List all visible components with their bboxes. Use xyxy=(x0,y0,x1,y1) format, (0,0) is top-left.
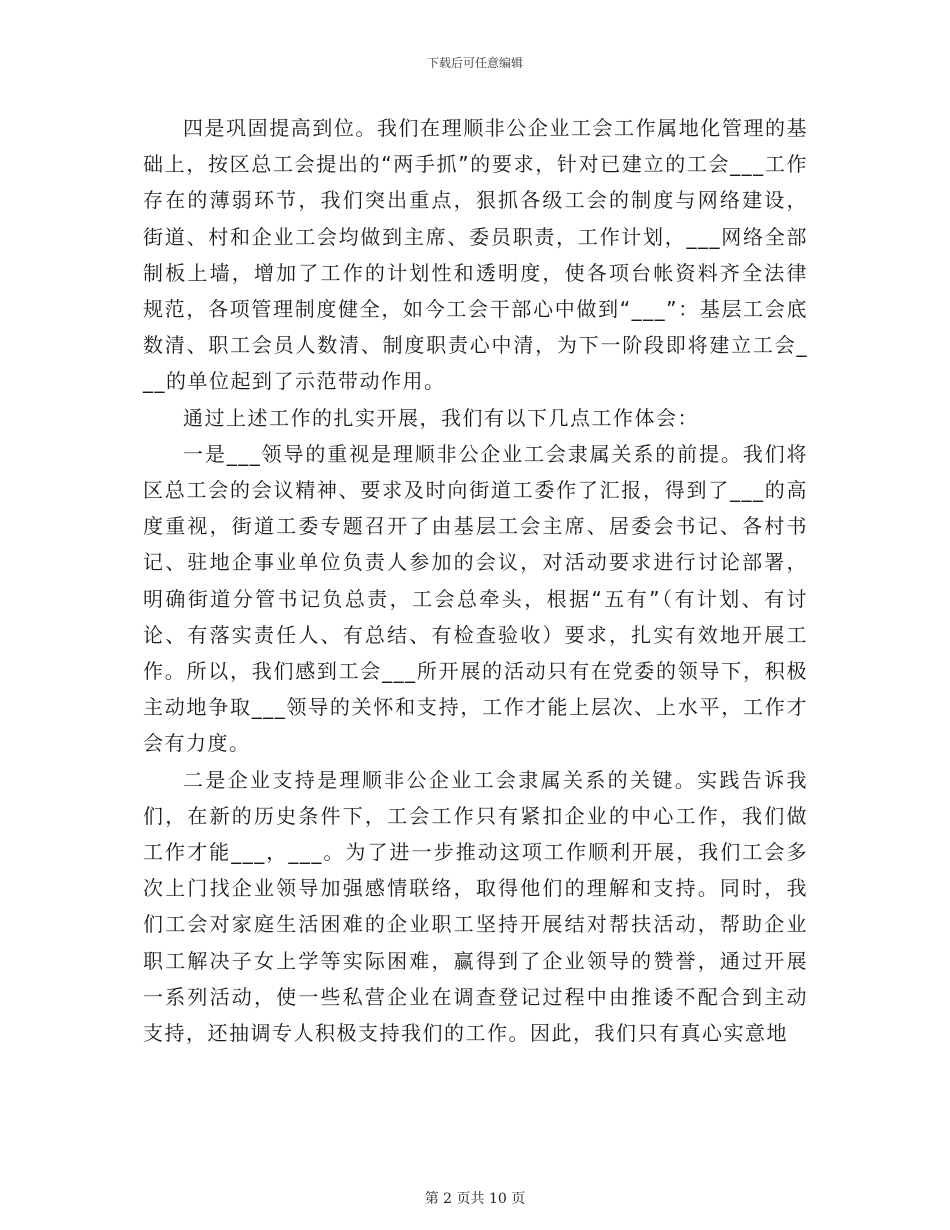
document-body xyxy=(143,110,808,1051)
paragraph-4: 二是企业支持是理顺非公企业工会隶属关系的关键。实践告诉我们，在新的历史条件下，工会工作只有紧扣企业的中心工作，我们做工作才能___，___。为了进一步推动这项工作顺利开展，我们工会多次上门找企业领导加强感情联络，取得他们的理解和支持。同时，我们工会对家庭生活困难的企业职工坚持开展结对帮扶活动，帮助企业职工解决子女上学等实际困难，赢得到了企业领导的赞誉，通过开展一系列活动，使一些私营企业在调查登记过程中由推诿不配合到主动支持，还抽调专人积极支持我们的工作。因此，我们只有真心实意地 xyxy=(143,767,808,1046)
page-header: 下载后可任意编辑 xyxy=(426,56,523,70)
page-footer: 第 2 页共 10 页 xyxy=(424,1191,526,1207)
paragraph-3: 一是___领导的重视是理顺非公企业工会隶属关系的前提。我们将区总工会的会议精神、要求及时向街道工委作了汇报，得到了___的高度重视，街道工委专题召开了由基层工会主席、居委会书记、各村书记、驻地企事业单位负责人参加的会议，对活动要求进行讨论部署，明确街道分管书记负总责，工会总牵头，根据“五有”（有计划、有讨论、有落实责任人、有总结、有检查验收）要求，扎实有效地开展工作。所以，我们感到工会___所开展的活动只有在党委的领导下，积极主动地争取___领导的关怀和支持，工作才能上层次、上水平，工作才会有力度。 xyxy=(143,441,808,756)
paragraph-2: 通过上述工作的扎实开展，我们有以下几点工作体会： xyxy=(183,405,699,430)
paragraph-1: 四是巩固提高到位。我们在理顺非公企业工会工作属地化管理的基础上，按区总工会提出的“两手抓”的要求，针对已建立的工会___工作存在的薄弱环节，我们突出重点，狠抓各级工会的制度与网络建设，街道、村和企业工会均做到主席、委员职责，工作计划，___网络全部制板上墙，增加了工作的计划性和透明度，使各项台帐资料齐全法律规范，各项管理制度健全，如今工会干部心中做到“___”：基层工会底数清、职工会员人数清、制度职责心中清，为下一阶段即将建立工会___的单位起到了示范带动作用。 xyxy=(143,116,808,394)
